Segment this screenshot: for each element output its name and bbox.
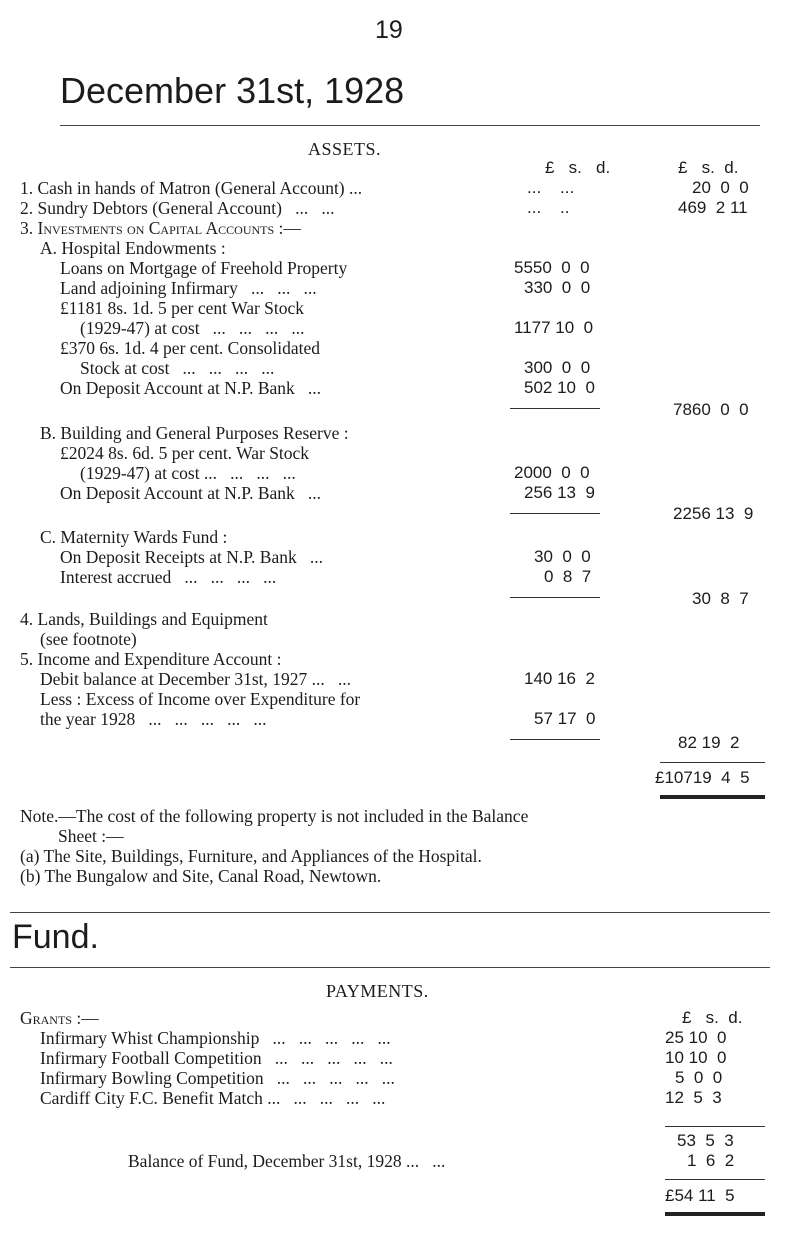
asset-c1-amount: 30 0 0 <box>534 547 591 566</box>
asset-a4-line2: Stock at cost ... ... ... ... <box>80 358 275 378</box>
grand-total-rule-bottom <box>660 795 765 799</box>
grant-row-3-amount: 5 0 0 <box>675 1068 723 1087</box>
asset-grand-total: £10719 4 5 <box>655 768 750 787</box>
payments-subtotal: 53 5 3 <box>677 1131 734 1150</box>
payments-col-header: £ s. d. <box>682 1008 743 1027</box>
fund-heading: Fund. <box>12 918 99 956</box>
note-line-2: Sheet :— <box>58 826 124 846</box>
asset-c-heading: C. Maternity Wards Fund : <box>40 527 228 547</box>
asset-item-5-line2: Less : Excess of Income over Expenditure for <box>40 689 361 709</box>
asset-item-1-amount: 20 0 0 <box>692 178 749 197</box>
asset-item-1: 1. Cash in hands of Matron (General Account) ... <box>20 178 363 198</box>
asset-item-2-dots: ... .. <box>527 198 570 217</box>
asset-item-5-line3: the year 1928 ... ... ... ... ... <box>40 709 267 729</box>
payments-total-rule-bottom <box>665 1212 765 1216</box>
item5-subtotal-rule <box>510 739 600 740</box>
note-line-1: Note.—The cost of the following property is not included in the Balance <box>20 806 529 826</box>
asset-c1: On Deposit Receipts at N.P. Bank ... <box>60 547 323 567</box>
asset-item-2: 2. Sundry Debtors (General Account) ... ... <box>20 198 335 218</box>
grand-total-rule-top <box>660 762 765 763</box>
asset-b1-line2: (1929-47) at cost ... ... ... ... <box>80 463 296 483</box>
payments-title: PAYMENTS. <box>326 981 429 1001</box>
assets-col-header-1: £ s. d. <box>545 158 611 177</box>
asset-b1-line1: £2024 8s. 6d. 5 per cent. War Stock <box>60 443 310 463</box>
note-line-3: (a) The Site, Buildings, Furniture, and Appliances of the Hospital. <box>20 846 482 866</box>
asset-a-total: 7860 0 0 <box>673 400 749 419</box>
asset-a-heading: A. Hospital Endowments : <box>40 238 226 258</box>
asset-b-total: 2256 13 9 <box>673 504 754 523</box>
payments-subtotal-rule <box>665 1126 765 1127</box>
assets-col-header-2: £ s. d. <box>678 158 739 177</box>
c-subtotal-rule <box>510 597 600 598</box>
payments-total: £54 11 5 <box>665 1186 735 1205</box>
b-subtotal-rule <box>510 513 600 514</box>
grant-row-1-amount: 25 10 0 <box>665 1028 727 1047</box>
page-number: 19 <box>375 16 403 44</box>
asset-a1-amount: 5550 0 0 <box>514 258 590 277</box>
asset-item-1-dots: ... ... <box>527 178 575 197</box>
asset-c2-amount: 0 8 7 <box>544 567 592 586</box>
asset-a3-line1: £1181 8s. 1d. 5 per cent War Stock <box>60 298 305 318</box>
asset-item-5-line3-amount: 57 17 0 <box>534 709 596 728</box>
asset-c-total: 30 8 7 <box>692 589 749 608</box>
asset-item-4-line2: (see footnote) <box>40 629 137 649</box>
asset-a4-amount: 300 0 0 <box>524 358 591 377</box>
a-subtotal-rule <box>510 408 600 409</box>
asset-item-5-line1: Debit balance at December 31st, 1927 ... ... <box>40 669 352 689</box>
asset-c2: Interest accrued ... ... ... ... <box>60 567 277 587</box>
asset-a2-amount: 330 0 0 <box>524 278 591 297</box>
asset-a1: Loans on Mortgage of Freehold Property <box>60 258 348 278</box>
asset-b1-amount: 2000 0 0 <box>514 463 590 482</box>
grant-row-4-label: Cardiff City F.C. Benefit Match ... ... ... ... ... <box>40 1088 386 1108</box>
note-line-4: (b) The Bungalow and Site, Canal Road, Newtown. <box>20 866 382 886</box>
balance-of-fund-label: Balance of Fund, December 31st, 1928 ... ... <box>128 1151 446 1171</box>
asset-item-5: 5. Income and Expenditure Account : <box>20 649 282 669</box>
assets-title: ASSETS. <box>308 139 382 159</box>
fund-rule-bottom <box>10 967 770 968</box>
page-heading: December 31st, 1928 <box>60 70 405 111</box>
asset-a5-amount: 502 10 0 <box>524 378 595 397</box>
payments-total-rule-top <box>665 1179 765 1180</box>
asset-a3-line2: (1929-47) at cost ... ... ... ... <box>80 318 305 338</box>
asset-a3-amount: 1177 10 0 <box>514 318 594 337</box>
grant-row-2-amount: 10 10 0 <box>665 1048 727 1067</box>
heading-rule <box>60 125 760 126</box>
asset-a4-line1: £370 6s. 1d. 4 per cent. Consolidated <box>60 338 321 358</box>
grant-row-1-label: Infirmary Whist Championship ... ... ... ... ... <box>40 1028 391 1048</box>
asset-a5: On Deposit Account at N.P. Bank ... <box>60 378 322 398</box>
asset-item-4-line1: 4. Lands, Buildings and Equipment <box>20 609 268 629</box>
asset-b2-amount: 256 13 9 <box>524 483 595 502</box>
asset-item-2-amount: 469 2 11 <box>678 198 748 217</box>
grants-label: Grants :— <box>20 1008 99 1028</box>
balance-of-fund-amount: 1 6 2 <box>687 1151 735 1170</box>
grant-row-3-label: Infirmary Bowling Competition ... ... ... ... ... <box>40 1068 395 1088</box>
asset-a2: Land adjoining Infirmary ... ... ... <box>60 278 317 298</box>
asset-b-heading: B. Building and General Purposes Reserve : <box>40 423 349 443</box>
grant-row-4-amount: 12 5 3 <box>665 1088 722 1107</box>
grant-row-2-label: Infirmary Football Competition ... ... ... ... ... <box>40 1048 393 1068</box>
asset-item-5-total: 82 19 2 <box>678 733 740 752</box>
asset-b2: On Deposit Account at N.P. Bank ... <box>60 483 322 503</box>
fund-rule-top <box>10 912 770 913</box>
asset-item-3: 3. Investments on Capital Accounts :— <box>20 218 301 238</box>
asset-item-5-line1-amount: 140 16 2 <box>524 669 595 688</box>
